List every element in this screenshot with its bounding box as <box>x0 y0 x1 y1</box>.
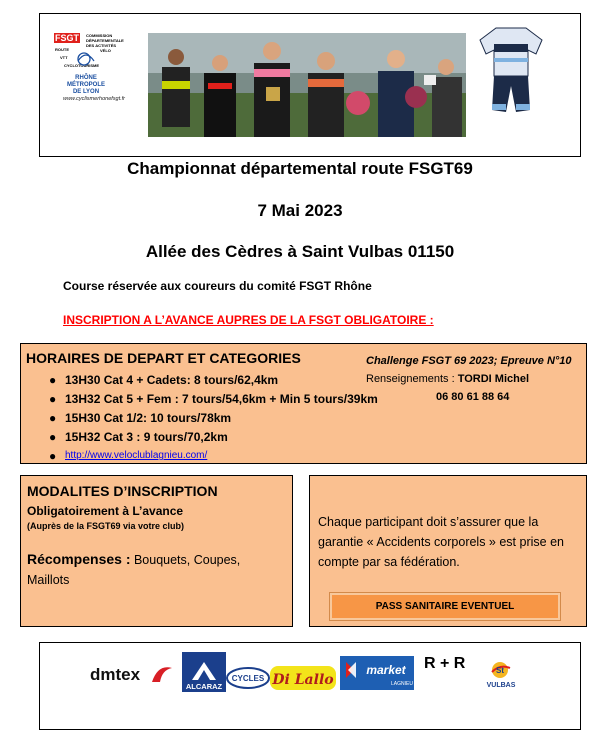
svg-text:dmtex: dmtex <box>90 665 141 684</box>
podium-photo <box>148 33 466 137</box>
rr-sponsor-text: R + R <box>424 655 466 672</box>
bullet-icon: ● <box>49 373 57 387</box>
svg-text:Di Lallo: Di Lallo <box>272 672 334 688</box>
bullet-icon: ● <box>49 430 57 444</box>
schedule-title: HORAIRES DE DEPART ET CATEGORIES <box>26 350 301 366</box>
bullet-icon: ● <box>49 392 57 406</box>
event-date: 7 Mai 2023 <box>257 201 343 220</box>
pass-sanitaire-banner: PASS SANITAIRE EVENTUEL <box>329 592 561 621</box>
svg-text:CYCLOTOURISME: CYCLOTOURISME <box>64 63 100 68</box>
rewards-list: Bouquets, Coupes, Maillots <box>27 553 241 587</box>
club-website-link[interactable]: http://www.veloclublagnieu.com/ <box>65 450 208 461</box>
schedule-item-text: 13H30 Cat 4 + Cadets: 8 tours/62,4km <box>65 373 279 387</box>
cycles-dilallo-logo <box>226 664 338 692</box>
schedule-list <box>46 371 378 463</box>
contact-phone: 06 80 61 88 64 <box>436 391 510 403</box>
svg-text:FSGT: FSGT <box>55 33 79 43</box>
svg-text:ALCARAZ: ALCARAZ <box>185 682 223 691</box>
eligibility-note: Course réservée aux coureurs du comité FSGT Rhône <box>63 279 372 293</box>
svg-text:RHÔNE: RHÔNE <box>75 75 97 81</box>
svg-text:CYCLES: CYCLES <box>231 674 265 683</box>
challenge-info: Challenge FSGT 69 2023; Epreuve N°10 <box>366 355 572 367</box>
contact-info <box>366 373 529 385</box>
insurance-text: Chaque participant doit s’assurer que la garantie « Accidents corporels » est prise en compte par sa fédération. <box>318 515 564 569</box>
bullet-icon: ● <box>49 411 57 425</box>
svg-text:COMMISSION: COMMISSION <box>86 33 113 38</box>
carrefour-market-logo <box>340 656 414 690</box>
list-item <box>46 447 378 463</box>
svg-text:VTT: VTT <box>60 55 68 60</box>
rewards-text <box>27 549 285 590</box>
registration-title: MODALITES D’INSCRIPTION <box>27 483 218 499</box>
contact-name: TORDI Michel <box>457 373 530 385</box>
registration-subtitle: Obligatoirement à L’avance <box>27 504 184 518</box>
svg-text:VÉLO: VÉLO <box>100 48 111 53</box>
svg-text:ROUTE: ROUTE <box>55 47 69 52</box>
schedule-item-text: 15H30 Cat 1/2: 10 tours/78km <box>65 411 232 425</box>
list-item <box>46 428 378 447</box>
registration-subtitle-detail: (Auprès de la FSGT69 via votre club) <box>27 521 185 531</box>
svg-text:market: market <box>366 663 406 677</box>
svg-text:DES ACTIVITÉS: DES ACTIVITÉS <box>86 43 117 48</box>
svg-text:St: St <box>496 666 504 675</box>
svg-text:LAGNIEU: LAGNIEU <box>391 681 413 687</box>
svg-text:MÉTROPOLE: MÉTROPOLE <box>66 82 106 88</box>
schedule-item-text: 15H32 Cat 3 : 9 tours/70,2km <box>65 430 228 444</box>
svg-text:DE LYON: DE LYON <box>72 89 100 95</box>
rewards-label: Récompenses : <box>27 551 131 567</box>
schedule-item-text: 13H32 Cat 5 + Fem : 7 tours/54,6km + Min 5 tours/39km <box>65 392 378 406</box>
list-item <box>46 390 378 409</box>
page-title: Championnat départemental route FSGT69 <box>127 159 473 178</box>
registration-warning: INSCRIPTION A L’AVANCE AUPRES DE LA FSGT OBLIGATOIRE : <box>63 313 434 327</box>
saint-vulbas-logo <box>484 660 518 690</box>
list-item <box>46 409 378 428</box>
team-jersey-image <box>476 24 546 116</box>
svg-text:VULBAS: VULBAS <box>486 682 516 689</box>
bullet-icon: ● <box>49 449 57 463</box>
svg-text:DÉPARTEMENTALE: DÉPARTEMENTALE <box>86 38 124 43</box>
event-location: Allée des Cèdres à Saint Vulbas 01150 <box>145 242 455 261</box>
contact-label: Renseignements : <box>366 373 458 385</box>
dmtex-logo <box>88 660 176 688</box>
alcaraz-logo <box>182 652 226 692</box>
fsgt-url: www.cyclismerhonefsgt.fr <box>62 96 126 102</box>
list-item <box>46 371 378 390</box>
